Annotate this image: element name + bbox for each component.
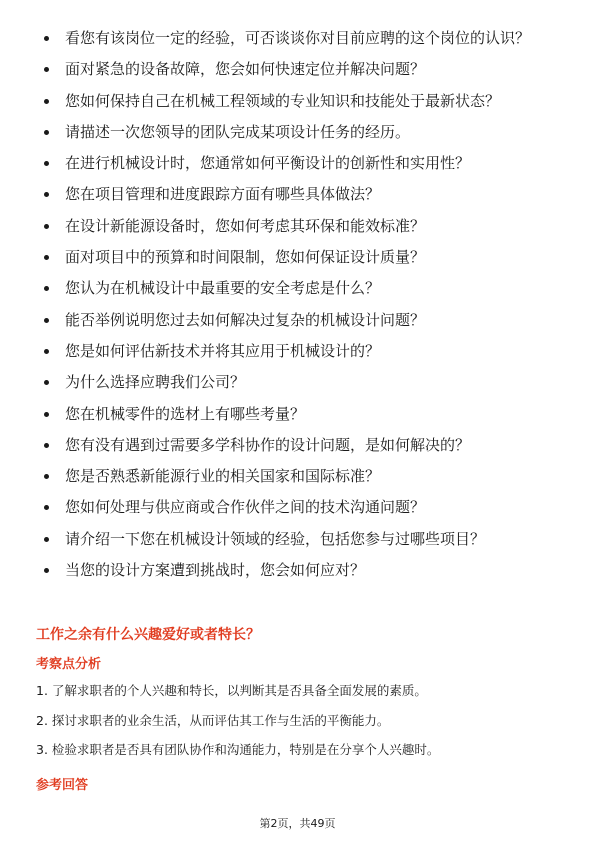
bullet-icon: [44, 192, 49, 197]
list-item: [40, 528, 565, 550]
list-item: [40, 58, 565, 80]
question-text: 您在机械零件的选材上有哪些考量？: [65, 404, 306, 423]
question-text: 看您有该岗位一定的经验，可否谈谈你对目前应聘的这个岗位的认识？: [65, 29, 531, 47]
list-item: [40, 340, 565, 362]
analysis-points: [36, 682, 439, 771]
bullet-icon: [44, 537, 49, 542]
bullet-icon: [44, 99, 49, 104]
bullet-icon: [44, 67, 49, 72]
list-item: [40, 277, 565, 299]
bullet-icon: [44, 255, 49, 260]
question-text: 您认为在机械设计中最重要的安全考虑是什么？: [65, 279, 381, 298]
list-item: [40, 183, 565, 205]
question-list: [40, 27, 565, 590]
list-item: 2. 探讨求职者的业余生活，从而评估其工作与生活的平衡能力。: [36, 712, 390, 728]
question-text: 能否举例说明您过去如何解决过复杂的机械设计问题？: [65, 310, 426, 329]
list-item: [40, 465, 565, 487]
question-text: 您是否熟悉新能源行业的相关国家和国际标准？: [65, 467, 381, 486]
bullet-icon: [44, 474, 49, 479]
question-text: 您有没有遇到过需要多学科协作的设计问题，是如何解决的？: [65, 435, 471, 454]
list-item: 3. 检验求职者是否具有团队协作和沟通能力，特别是在分享个人兴趣时。: [36, 742, 440, 757]
list-item: [40, 152, 565, 174]
list-item: [40, 434, 565, 456]
question-text: 为什么选择应聘我们公司？: [65, 373, 246, 392]
question-text: 请描述一次您领导的团队完成某项设计任务的经历。: [65, 122, 411, 141]
bullet-icon: [44, 568, 49, 573]
list-item: [40, 27, 565, 49]
page-number: 第2页，共49页: [259, 817, 336, 830]
list-item: [40, 559, 565, 581]
bullet-icon: [44, 36, 49, 41]
question-text: 面对项目中的预算和时间限制，您如何保证设计质量？: [65, 248, 426, 267]
list-item: [40, 309, 565, 331]
list-item: [40, 403, 565, 425]
bullet-icon: [44, 161, 49, 166]
list-item: [40, 215, 565, 237]
bullet-icon: [44, 349, 49, 354]
bullet-icon: [44, 505, 49, 510]
bullet-icon: [44, 443, 49, 448]
question-text: 您如何保持自己在机械工程领域的专业知识和技能处于最新状态？: [65, 91, 501, 110]
list-item: [40, 90, 565, 112]
analysis-heading: 考察点分析: [36, 657, 102, 672]
question-text: 当您的设计方案遭到挑战时，您会如何应对？: [65, 561, 366, 580]
question-text: 在设计新能源设备时，您如何考虑其环保和能效标准？: [65, 216, 426, 235]
question-text: 在进行机械设计时，您通常如何平衡设计的创新性和实用性？: [65, 154, 471, 173]
bullet-icon: [44, 380, 49, 385]
question-text: 您是如何评估新技术并将其应用于机械设计的？: [65, 341, 381, 360]
list-item: [40, 371, 565, 393]
bullet-icon: [44, 318, 49, 323]
bullet-icon: [44, 130, 49, 135]
list-item: [40, 496, 565, 518]
question-text: 面对紧急的设备故障，您会如何快速定位并解决问题？: [65, 60, 426, 79]
list-item: [40, 121, 565, 143]
question-text: 您如何处理与供应商或合作伙伴之间的技术沟通问题？: [65, 498, 426, 517]
question-text: 请介绍一下您在机械设计领域的经验，包括您参与过哪些项目？: [65, 529, 486, 548]
bullet-icon: [44, 224, 49, 229]
answer-heading: 参考回答: [36, 778, 89, 793]
list-item: 1. 了解求职者的个人兴趣和特长，以判断其是否具备全面发展的素质。: [36, 683, 427, 698]
question-text: 您在项目管理和进度跟踪方面有哪些具体做法？: [65, 185, 381, 204]
bullet-icon: [44, 286, 49, 291]
list-item: [40, 246, 565, 268]
bullet-icon: [44, 412, 49, 417]
section-heading: 工作之余有什么兴趣爱好或者特长？: [36, 627, 260, 643]
